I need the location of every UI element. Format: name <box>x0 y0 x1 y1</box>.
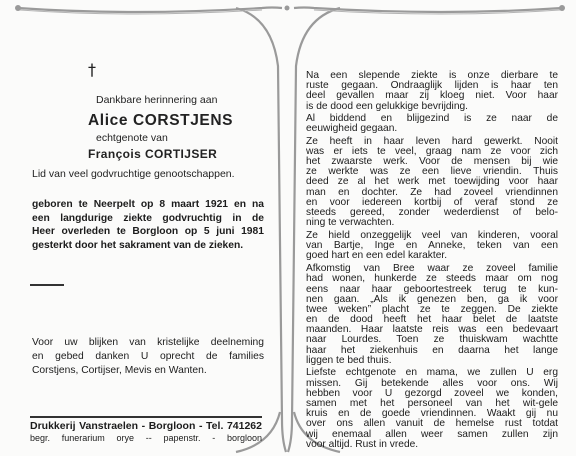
printer-line: Drukkerij Vanstraelen - Borgloon - Tel. 741262 <box>30 419 262 432</box>
eulogy-line: het zwaarste werk. Voor de mensen bij wie <box>306 155 558 167</box>
spouse-name: François CORTIJSER <box>88 147 218 161</box>
eulogy-line: maanden. Haar laatste reis was een bedevaart <box>306 324 558 336</box>
eulogy-paragraph <box>306 114 558 134</box>
eulogy-line: deed ze al het werk met toewijding voor haar <box>306 176 558 188</box>
eulogy-paragraph <box>306 137 558 229</box>
eulogy-paragraph <box>306 71 558 112</box>
eulogy-line: twee weken” placht ze te zeggen. De ziekte <box>306 303 558 315</box>
eulogy-line: had wonen, hunkerde ze steeds maar om nog <box>306 273 558 285</box>
eulogy-line: van Bartje, Inge en Anneke, teken van een <box>306 240 558 252</box>
birth-death-block <box>32 198 264 252</box>
thanks-block <box>32 336 264 377</box>
eulogy-paragraph <box>306 264 558 366</box>
eulogy-line: eens naar haar geboortestreek terug te kun- <box>306 283 558 295</box>
eulogy-line: kruis en de goede vriendinnen. Waakt gij nu <box>306 408 558 420</box>
thanks-line: Corstjens, Cortijser, Mevis en Wanten. <box>32 364 207 376</box>
spouse-label: echtgenote van <box>96 132 168 144</box>
eulogy-line: man en dochter. Ze had zoveel vriendinnen <box>306 186 558 198</box>
eulogy-line: Na een slepende ziekte is onze dierbare te <box>306 70 558 81</box>
eulogy-line: hebben voor U gezorgd zoveel we konden, <box>306 387 558 399</box>
thanks-line: en gebed danken U oprecht de families <box>32 350 264 362</box>
eulogy-paragraph <box>306 231 558 262</box>
eulogy-line: is de dood een gelukkige bevrijding. <box>306 100 468 112</box>
thanks-line: Voor uw blijken van kristelijke deelneming <box>32 337 264 348</box>
divider <box>30 284 64 286</box>
eulogy-line: over ons allen vanuit de hemelse rust totdat <box>306 418 558 430</box>
eulogy-line: haar het ziekenhuis en daarna het lange <box>306 344 558 356</box>
eulogy-line: naar Lourdes. Toen ze thuiskwam wachtte <box>306 334 558 346</box>
printer-rule <box>30 416 262 418</box>
eulogy-paragraph <box>306 368 558 450</box>
eulogy-line: missen. Gij betekende alles voor ons. Wij <box>306 377 558 389</box>
eulogy-line: voor altijd. Rust in vrede. <box>306 438 419 450</box>
eulogy-line: ze werkte was ze een lieve vriendin. Thuis <box>306 166 558 178</box>
funeral-home-line: begr. funerarium orye -- papenstr. - borgloon <box>30 432 262 443</box>
eulogy-line: ruste gegaan. Ondraaglijk lijden is haar ten <box>306 80 558 92</box>
eulogy-line: was er iets te veel, graag nam ze voor zich <box>306 145 558 157</box>
eulogy-line: goed hart en een edel karakter. <box>306 250 448 262</box>
eulogy-line: Ze hield onzeggelijk veel van kinderen, vooral <box>306 229 558 241</box>
eulogy-line: samen met het personeel van het wit-gele <box>306 397 558 409</box>
deceased-name: Alice CORSTJENS <box>88 112 234 129</box>
eulogy-line: wij enemaal allen weer samen zullen zijn <box>306 428 558 440</box>
eulogy-line: eeuwigheid gegaan. <box>306 123 398 135</box>
eulogy-line: Ze heeft in haar leven hard gewerkt. Nooit <box>306 135 558 147</box>
eulogy-line: Liefste echtgenote en mama, we zullen U erg <box>306 367 558 379</box>
eulogy-line: deel gevallen maar zij kloeg niet. Voor haar <box>306 90 558 102</box>
birth-line: Heer overleden te Borgloon op 5 juni 1981 <box>32 226 264 238</box>
eulogy-line: Afkomstig van Bree waar ze zoveel familie <box>306 263 558 275</box>
eulogy-line: ning te verwachten. <box>306 217 395 229</box>
gratitude-line: Dankbare herinnering aan <box>96 94 218 106</box>
eulogy-line: steeds gereed, zonder wederdienst of belo- <box>306 206 558 218</box>
birth-line: geboren te Neerpelt op 8 maart 1921 en na <box>32 199 264 210</box>
eulogy-line: liggen te bed thuis. <box>306 354 392 366</box>
eulogy-line: nen gaan. „Als ik genezen ben, ga ik voor <box>306 293 558 305</box>
cross-icon: † <box>88 60 96 79</box>
eulogy-line: Al biddend en blijgezind is ze naar de <box>306 113 558 125</box>
printer-credit <box>30 416 262 443</box>
eulogy-line: en voor iedereen kortbij of veraf stond ze <box>306 196 558 208</box>
birth-line: gesterkt door het sakrament van de zieken. <box>32 239 244 251</box>
eulogy-line: en de dood heeft het haar belet de laatste <box>306 314 558 326</box>
membership-line: Lid van veel godvruchtige genootschappen. <box>32 168 235 180</box>
birth-line: een langdurige ziekte godvruchtig in de <box>32 212 264 224</box>
